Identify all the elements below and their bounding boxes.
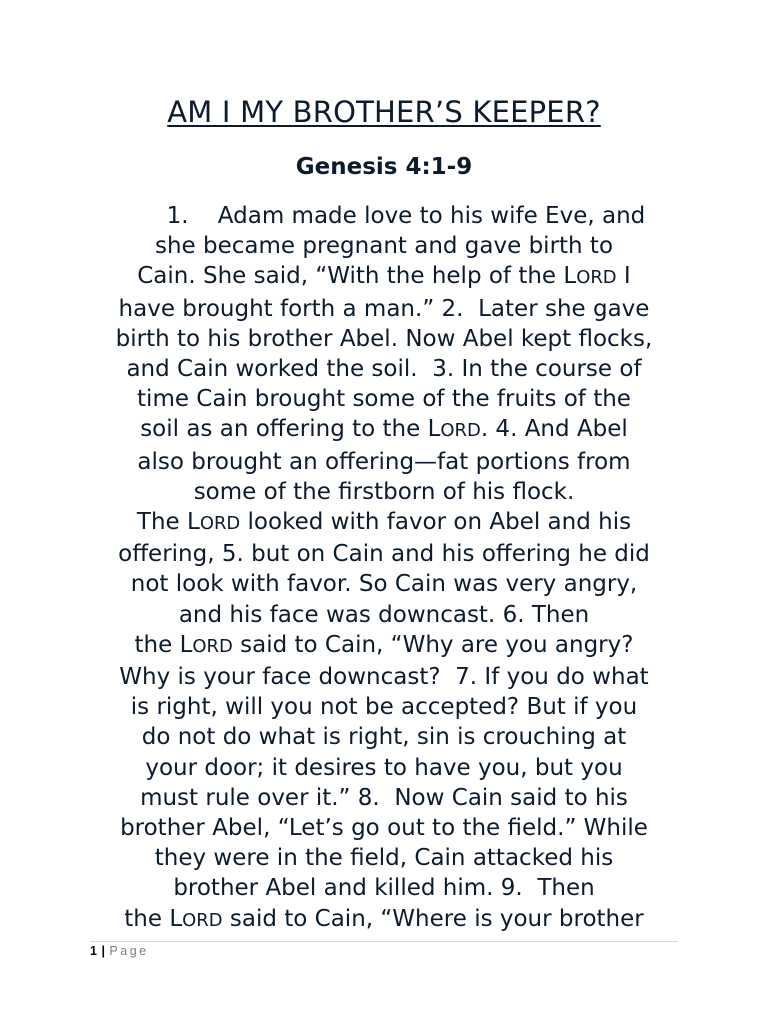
- scripture-reference: Genesis 4:1-9: [295, 154, 473, 180]
- footer-divider: [90, 941, 678, 942]
- body-line: and Cain worked the soil. 3. In the course of: [126, 356, 642, 383]
- body-line: your door; it desires to have you, but you: [145, 754, 623, 781]
- body-line: have brought forth a man.” 2. Later she gave: [118, 295, 650, 322]
- footer-separator: |: [101, 944, 105, 958]
- scripture-body: [86, 201, 682, 936]
- body-line: Cain. She said, “With the help of the LORD I: [137, 263, 631, 290]
- small-caps-word: LORD: [169, 905, 223, 932]
- small-caps-word: LORD: [179, 631, 233, 658]
- small-caps-word: LORD: [427, 416, 481, 443]
- body-line: brother Abel and killed him. 9. Then: [173, 875, 595, 902]
- body-line: The LORD looked with favor on Abel and his: [136, 509, 632, 536]
- body-line: time Cain brought some of the fruits of the: [137, 386, 631, 413]
- body-line: the LORD said to Cain, “Why are you angry?: [134, 631, 634, 658]
- page-footer: [90, 943, 149, 959]
- body-line: birth to his brother Abel. Now Abel kept flocks,: [115, 325, 653, 352]
- small-caps-word: LORD: [563, 263, 617, 290]
- body-line: some of the firstborn of his flock.: [193, 478, 575, 505]
- body-line: soil as an offering to the LORD. 4. And Abel: [140, 416, 628, 443]
- body-line: 1. Adam made love to his wife Eve, and: [122, 203, 646, 229]
- body-line: the LORD said to Cain, “Where is your brother: [124, 905, 644, 932]
- body-line: is right, will you not be accepted? But if you: [130, 694, 638, 721]
- body-line: Why is your face downcast? 7. If you do what: [119, 664, 649, 691]
- page-number: 1: [90, 944, 97, 958]
- body-line: not look with favor. So Cain was very angry,: [130, 571, 638, 598]
- body-line: do not do what is right, sin is crouching at: [141, 724, 627, 751]
- document-title: AM I MY BROTHER’S KEEPER?: [167, 95, 601, 129]
- body-line: and his face was downcast. 6. Then: [178, 601, 590, 628]
- body-line: brother Abel, “Let’s go out to the field.” While: [120, 815, 648, 842]
- body-line: offering, 5. but on Cain and his offering he did: [118, 541, 650, 568]
- body-line: she became pregnant and gave birth to: [154, 233, 614, 260]
- body-line: they were in the field, Cain attacked his: [154, 845, 614, 872]
- body-line: also brought an offering—fat portions from: [137, 448, 631, 475]
- small-caps-word: LORD: [187, 509, 241, 536]
- page-label: Page: [109, 944, 149, 958]
- body-line: must rule over it.” 8. Now Cain said to his: [140, 784, 628, 811]
